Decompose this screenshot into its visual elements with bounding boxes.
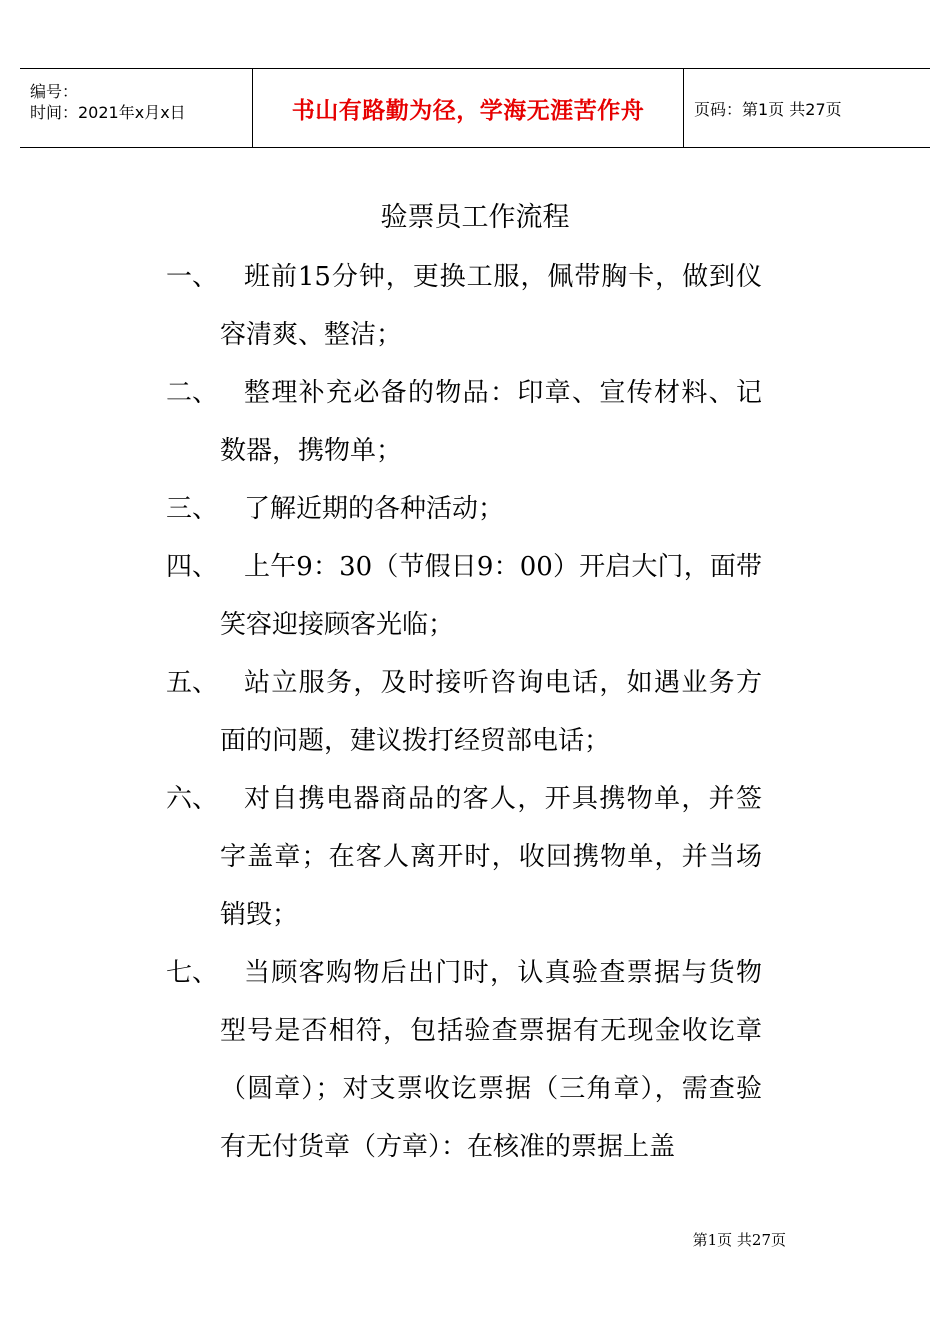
item-text: 站立服务，及时接听咨询电话，如遇业务方面的问题，建议拨打经贸部电话；: [220, 668, 762, 756]
page-info-text: 页码：第1页 共27页: [694, 99, 842, 119]
item-text: 了解近期的各种活动；: [244, 494, 505, 524]
item-number: 四、: [166, 552, 219, 582]
item-text: 整理补充必备的物品：印章、宣传材料、记数器，携物单；: [220, 378, 762, 466]
item-number: 三、: [166, 494, 219, 524]
list-item: [166, 944, 786, 1176]
list-item: [166, 654, 786, 770]
item-number: 五、: [166, 668, 219, 698]
procedure-list: [166, 248, 786, 1176]
list-item: [166, 480, 786, 538]
list-item: [166, 248, 786, 364]
list-item: [166, 538, 786, 654]
item-number: 六、: [166, 784, 219, 814]
item-number: 一、: [166, 262, 219, 292]
item-text: 班前15分钟，更换工服，佩带胸卡，做到仪容清爽、整洁；: [220, 262, 762, 350]
motto-text: 书山有路勤为径，学海无涯苦作舟: [291, 97, 645, 124]
page-header: [20, 68, 930, 148]
time-label: 时间：2021年x月x日: [30, 103, 186, 122]
document-title: 验票员工作流程: [380, 202, 570, 233]
item-text: 上午9：30（节假日9：00）开启大门，面带笑容迎接顾客光临；: [220, 552, 762, 640]
number-label: 编号：: [30, 82, 79, 101]
item-number: 二、: [166, 378, 219, 408]
item-number: 七、: [166, 958, 219, 988]
page-footer: 第1页 共27页: [692, 1231, 786, 1249]
item-text: 对自携电器商品的客人，开具携物单，并签字盖章；在客人离开时，收回携物单，并当场销毁；: [220, 784, 762, 930]
list-item: [166, 770, 786, 944]
list-item: [166, 364, 786, 480]
header-page-info: [684, 69, 930, 147]
header-motto: [252, 69, 684, 147]
item-text: 当顾客购物后出门时，认真验查票据与货物型号是否相符，包括验查票据有无现金收讫章（圆章）；对支票收讫票据（三角章），需查验有无付货章（方章）：在核准的票据上盖: [220, 958, 762, 1162]
header-meta: [20, 69, 252, 147]
